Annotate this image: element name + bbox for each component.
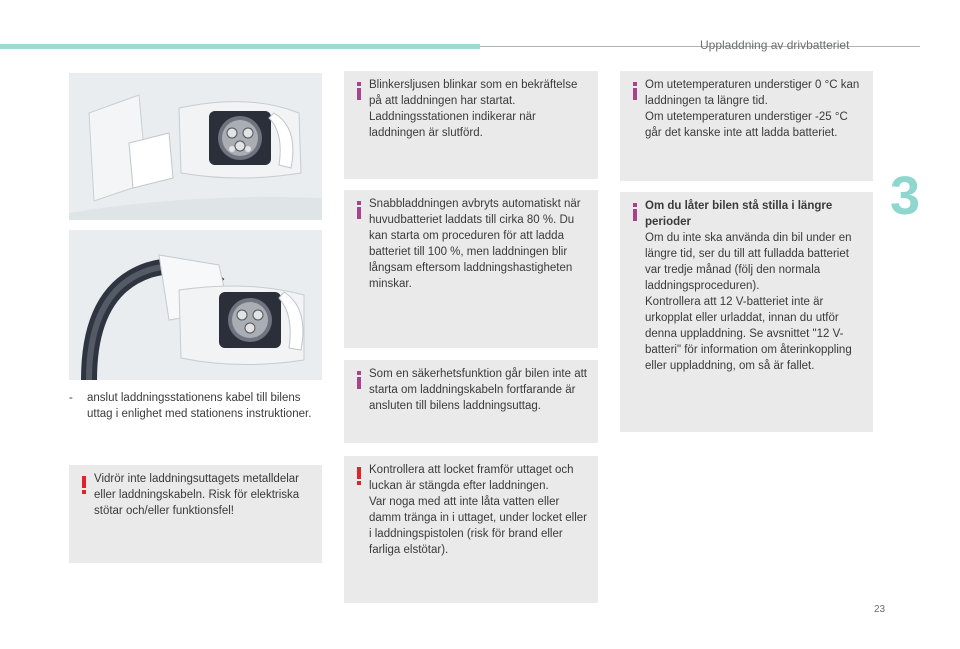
info-text: Snabbladdningen avbryts automatiskt när huvudbatteriet laddats till cirka 80 %. Du kan starta om proceduren för att ladda batteriet till 100 %, men laddningen blir långsam eftersom laddningshastigheten minskar. xyxy=(369,198,581,290)
instruction-connect-cable xyxy=(69,390,329,422)
info-box-safety xyxy=(344,360,598,443)
chapter-number: 3 xyxy=(890,166,921,226)
warning-exclamation-icon xyxy=(79,475,89,495)
warning-box-lock xyxy=(344,456,598,603)
info-icon xyxy=(354,200,364,220)
charging-cable-connected-illustration xyxy=(69,230,322,380)
section-title: Uppladdning av drivbatteriet xyxy=(700,38,850,52)
warning-text: Kontrollera att locket framför uttaget och luckan är stängda efter laddningen. Var noga med att inte låta vatten eller damm tränga in i uttaget, under locket eller i laddningspistolen (risk för brand eller farliga elstötar). xyxy=(369,464,587,556)
warning-box-metal-parts xyxy=(69,465,322,563)
info-text: Om du inte ska använda din bil under en längre tid, ser du till att fulladda batteriet var tredje månad (följ den normala laddningsproceduren). Kontrollera att 12 V-batteriet inte är urkopplat eller urladdat, innan du utför denna uppladdning. Se avsnittet "12 V-batteri" för information om återinkoppling eller uppladdning, om så är fallet. xyxy=(645,232,852,372)
info-title: Om du låter bilen stå stilla i längre perioder xyxy=(645,200,833,228)
info-icon xyxy=(630,202,640,222)
warning-exclamation-icon xyxy=(354,466,364,486)
info-box-standstill xyxy=(620,192,873,432)
header-accent-bar xyxy=(0,44,480,49)
info-box-blinkers xyxy=(344,71,598,179)
list-dash: - xyxy=(69,392,73,404)
instruction-text: anslut laddningsstationens kabel till bilens uttag i enlighet med stationens instruktioner. xyxy=(87,392,312,420)
info-icon xyxy=(354,370,364,390)
info-box-temperature xyxy=(620,71,873,181)
info-text: Som en säkerhetsfunktion går bilen inte att starta om laddningskabeln fortfarande är ansluten till bilens laddningsuttag. xyxy=(369,368,587,412)
info-text: Om utetemperaturen understiger 0 °C kan laddningen ta längre tid. Om utetemperaturen understiger -25 °C går det kanske inte att ladda batteriet. xyxy=(645,79,860,139)
info-icon xyxy=(630,81,640,101)
info-box-fast-charge xyxy=(344,190,598,348)
charging-socket-open-illustration xyxy=(69,73,322,220)
info-icon xyxy=(354,81,364,101)
warning-text: Vidrör inte laddningsuttagets metalldelar eller laddningskabeln. Risk för elektriska stötar och/eller funktionsfel! xyxy=(94,473,300,517)
info-text: Blinkersljusen blinkar som en bekräftelse på att laddningen har startat. Laddningsstationen indikerar när laddningen är slutförd. xyxy=(369,79,578,139)
page-number: 23 xyxy=(874,604,886,615)
